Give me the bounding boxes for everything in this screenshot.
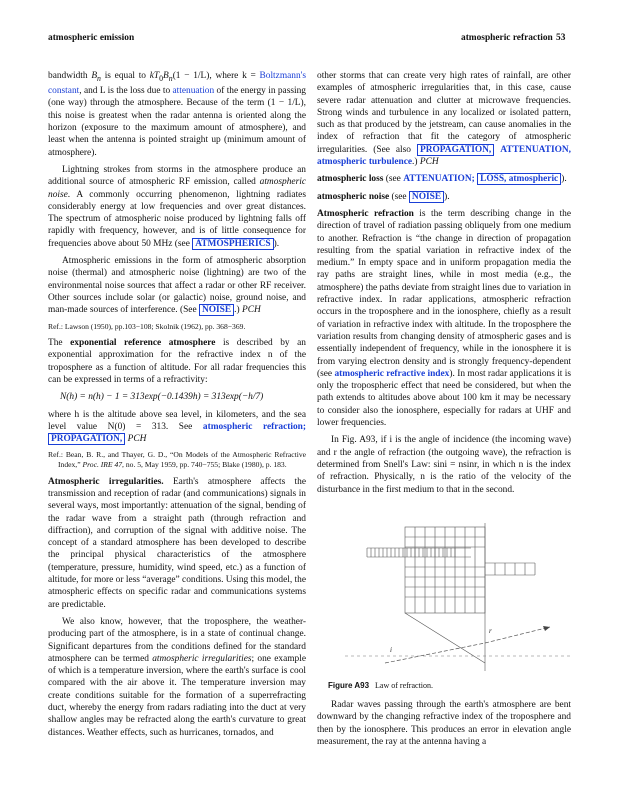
paragraph: The exponential reference atmosphere is described by an exponential approximation for the refractive index n of the troposphere as a function of altitude. For all radar frequencies this can be expressed in terms of a refractivity: [48,338,306,385]
paragraph: Radar waves passing through the earth's atmosphere are bent downward by the changing refractive index of the troposphere and then by the ionosphere. This produces an error in elevation angle measurement, the ray at the antenna having a [317,700,571,747]
paragraph: In Fig. A93, if i is the angle of incidence (the incoming wave) and r the angle of refraction (the outgoing wave), the refraction is determined from Snell's Law: sini = nsinr, in which n is the index of refraction. Physically, n is the ratio of the velocity of the disturbance in the first medium to that in the second. [317,435,571,495]
running-header-left: atmospheric emission [48,33,135,43]
reference: Ref.: Lawson (1950), pp.103−108; Skolnik (1962), pp. 368−369. [48,321,246,331]
attenuation-link[interactable]: attenuation [172,86,215,97]
page-number: 53 [556,33,566,43]
atmospherics-link[interactable]: ATMOSPHERICS [192,238,273,250]
right-column [317,70,571,501]
figure-caption: Figure A93 Law of refraction. [328,681,434,690]
paragraph: bandwidth $B_n$ is equal to $kT_0B_n(1 - 1/L)$, where k = Boltzmann's constant, and L is the loss due to attenuation of the energy in passing (one way) through the atmosphere. Because of the term (1 − 1/L), this noise is greatest when the radar antenna is oriented along the horizon (exposure to the maximum amount of atmosphere), and least when the antenna is pointed straight up (minimum amount of atmosphere). [48,71,306,158]
paragraph: where h is the altitude above sea level, in kilometers, and the sea level value N(0) = 313. See atmospheric refraction; PROPAGATION, PCH [48,409,307,445]
attenuation-turbulence-link[interactable]: ATTENUATION, atmospheric turbulence [317,144,572,168]
noise-link[interactable]: NOISE [199,304,234,316]
angle-i-label: i [390,646,392,654]
paragraph: Atmospheric emissions in the form of atmospheric absorption noise (thermal) and atmospheric noise (lightning) are two of the environmental noise sources that affect a radar or other RF receiver. Other sources include solar (or galactic) noise, ground noise, and man-made sources of interference. (See NOISE .) PCH [48,256,306,316]
paragraph: We also know, however, that the troposphere, the weather-producing part of the atmosphere, is in a state of continual change. Significant departures from the conditions defined for the standard atmosphere can be termed atmospheric irregularities; one example of which is a temperature inversion, where the earth's surface is cool compared with the air above it. The temperature inversion may create conditions suitable for the formation of a superrefracting duct, whereby the energy from radars radiating into the duct at very shallow angles may be refracted along the earth's curvature to great distances. Weather effects, such as hurricanes, tornados, and [48,616,306,738]
paragraph: Atmospheric refraction is the term describing change in the direction of travel of radiation passing obliquely from one medium to another. Refraction is “the change in direction of propagation resulting from the spatial variation in refractive index of the medium.” In empty space and in uniform propagation media the ray paths are straight lines, while in most media (e.g., the atmosphere) the paths deviate from straight lines due to variation in refractive index. In radar applications, atmospheric refraction occurs in the troposphere and in the ionosphere, chiefly as a result of variation in refractive index with altitude. In the troposphere the variation results from changing density of atmospheric gases and is essentially independent of frequency, while in the ionosphere it is from varying electron density and is strongly frequency-dependent (see atmospheric refractive index). In most radar applications it is only the tropospheric effect that need be considered, but when the path extends to altitudes above about 100 km it may be necessary to consider also the ionosphere, especially for radars at UHF and lower frequencies. [317,208,572,429]
propagation-link[interactable]: PROPAGATION, [417,144,494,156]
paragraph: Atmospheric irregularities. Earth's atmosphere affects the transmission and reception of radar (and communications) signals in several ways, most importantly: attenuation of the signal, bending of the radar wave from a straight path (through refraction and diffraction), and corruption of the signal with additive noise. The concept of a standard atmosphere has been developed to describe the principal physical characteristics of the atmosphere (temperature, pressure, humidity, wind speed, etc.) as a function of altitude, for more or less “average” conditions. Using this model, the atmospheric effects on specific radar and communications systems are predictable. [48,476,307,610]
atmospheric-refraction-link[interactable]: atmospheric refraction; [202,421,307,432]
paragraph: other storms that can create very high rates of rainfall, are other examples of atmospheric irregularities that, in this case, cause severe radar attenuation and clutter at microwave frequencies. Strong winds and turbulence in any localized or isolated pattern, such as that produced by the jetstream, can cause anomalies in the index of refraction that fit the category of atmospheric irregularities. (See also PROPAGATION, ATTENUATION, atmospheric turbulence.) PCH [317,71,572,168]
paragraph: atmospheric loss (see ATTENUATION; LOSS, atmospheric ). [317,174,567,185]
paragraph: atmospheric noise (see NOISE ). [317,191,450,202]
attenuation-link[interactable]: ATTENUATION; [403,174,475,185]
boltzmann-link[interactable]: Boltzmann's constant [48,71,306,97]
running-header-right: atmospheric refraction [461,33,553,43]
right-column-bottom [317,699,571,753]
refraction-figure [345,523,571,671]
equation: N(h) = n(h) − 1 = 313exp(−0.1439h) = 313exp(−h/7) [60,392,264,403]
paragraph: Lightning strokes from storms in the atmosphere produce an additional source of atmospheric RF emission, called atmospheric noise. A commonly occurring phenomenon, lightning radiates considerably energy at low frequencies and over great distances. The spectrum of atmospheric noise produced by lightning falls off rapidly with frequency, however, and is of little consequence for frequencies above about 50 MHz (see ATMOSPHERICS ). [48,164,306,249]
angle-r-label: r [489,627,492,635]
noise-link[interactable]: NOISE [409,191,444,203]
propagation-link[interactable]: PROPAGATION, [48,433,125,445]
reference: Ref.: Bean, B. R., and Thayer, G. D., “On Models of the Atmospheric Refractive Index,” Proc. IRE 47, no. 5, May 1959, pp. 740−755; Blake (1980), p. 183. [48,450,306,470]
left-column [48,70,306,744]
refractive-index-link[interactable]: atmospheric refractive index [334,368,450,379]
loss-atmospheric-link[interactable]: LOSS, atmospheric [477,173,561,185]
